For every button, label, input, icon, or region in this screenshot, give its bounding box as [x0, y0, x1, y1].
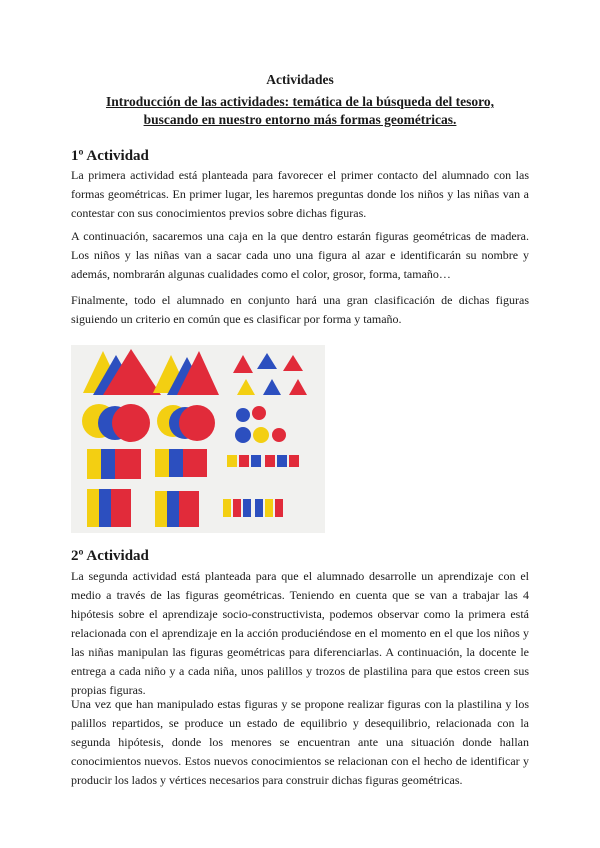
subtitle-line-2: buscando en nuestro entorno más formas geométricas. — [143, 112, 457, 127]
page-title: Actividades — [266, 72, 334, 87]
section2-paragraph-2: Una vez que han manipulado estas figuras y se propone realizar figuras con la plastilina y los palillos repartidos, se produce un estado de equilibrio y desequilibrio, relacionada con la segunda hipótesis, donde los menores se encuentran ante una situación donde hallan conocimientos nuevos. Estos nuevos conocimientos se relacionan con el hecho de identificar y producir los lados y vértices necesarios para construir dichas figuras geométricas. — [71, 697, 529, 787]
geometric-shapes-photo — [71, 345, 325, 533]
section2-paragraph-1: La segunda actividad está planteada para que el alumnado desarrolle un aprendizaje con el medio a través de las figuras geométricas. Teniendo en cuenta que se van a trabajar las 4 hipótesis sobre el aprendizaje socio-constructivista, podemos observar como la primera está relacionada con el aprendizaje en la acción produciéndose en el momento en el que los niños y las niñas manipulan las figuras geométricas para diferenciarlas. A continuación, la docente le entrega a cada niño y a cada niña, unos palillos y trozos de plastilina para que estos creen sus propias figuras. — [71, 569, 529, 697]
subtitle-line-1: Introducción de las actividades: temática de la búsqueda del tesoro, — [105, 94, 494, 109]
section1-paragraph-3: Finalmente, todo el alumnado en conjunto hará una gran clasificación de dichas figuras siguiendo un criterio en común que es clasificar por forma y tamaño. — [71, 293, 529, 326]
page-subtitle — [60, 93, 540, 129]
section1-heading: 1º Actividad — [71, 148, 149, 164]
section2-heading: 2º Actividad — [71, 548, 149, 564]
section1-paragraph-2: A continuación, sacaremos una caja en la que dentro estarán figuras geométricas de madera. Los niños y las niñas van a sacar cada uno una figura al azar e identificarán su nombre y además, nombrarán algunas cualidades como el color, grosor, forma, tamaño… — [71, 229, 529, 281]
section1-paragraph-1: La primera actividad está planteada para favorecer el primer contacto del alumnado con las formas geométricas. En primer lugar, les haremos preguntas donde los niños y las niñas van a contestar con sus conocimientos previos sobre dichas figuras. — [71, 168, 529, 220]
